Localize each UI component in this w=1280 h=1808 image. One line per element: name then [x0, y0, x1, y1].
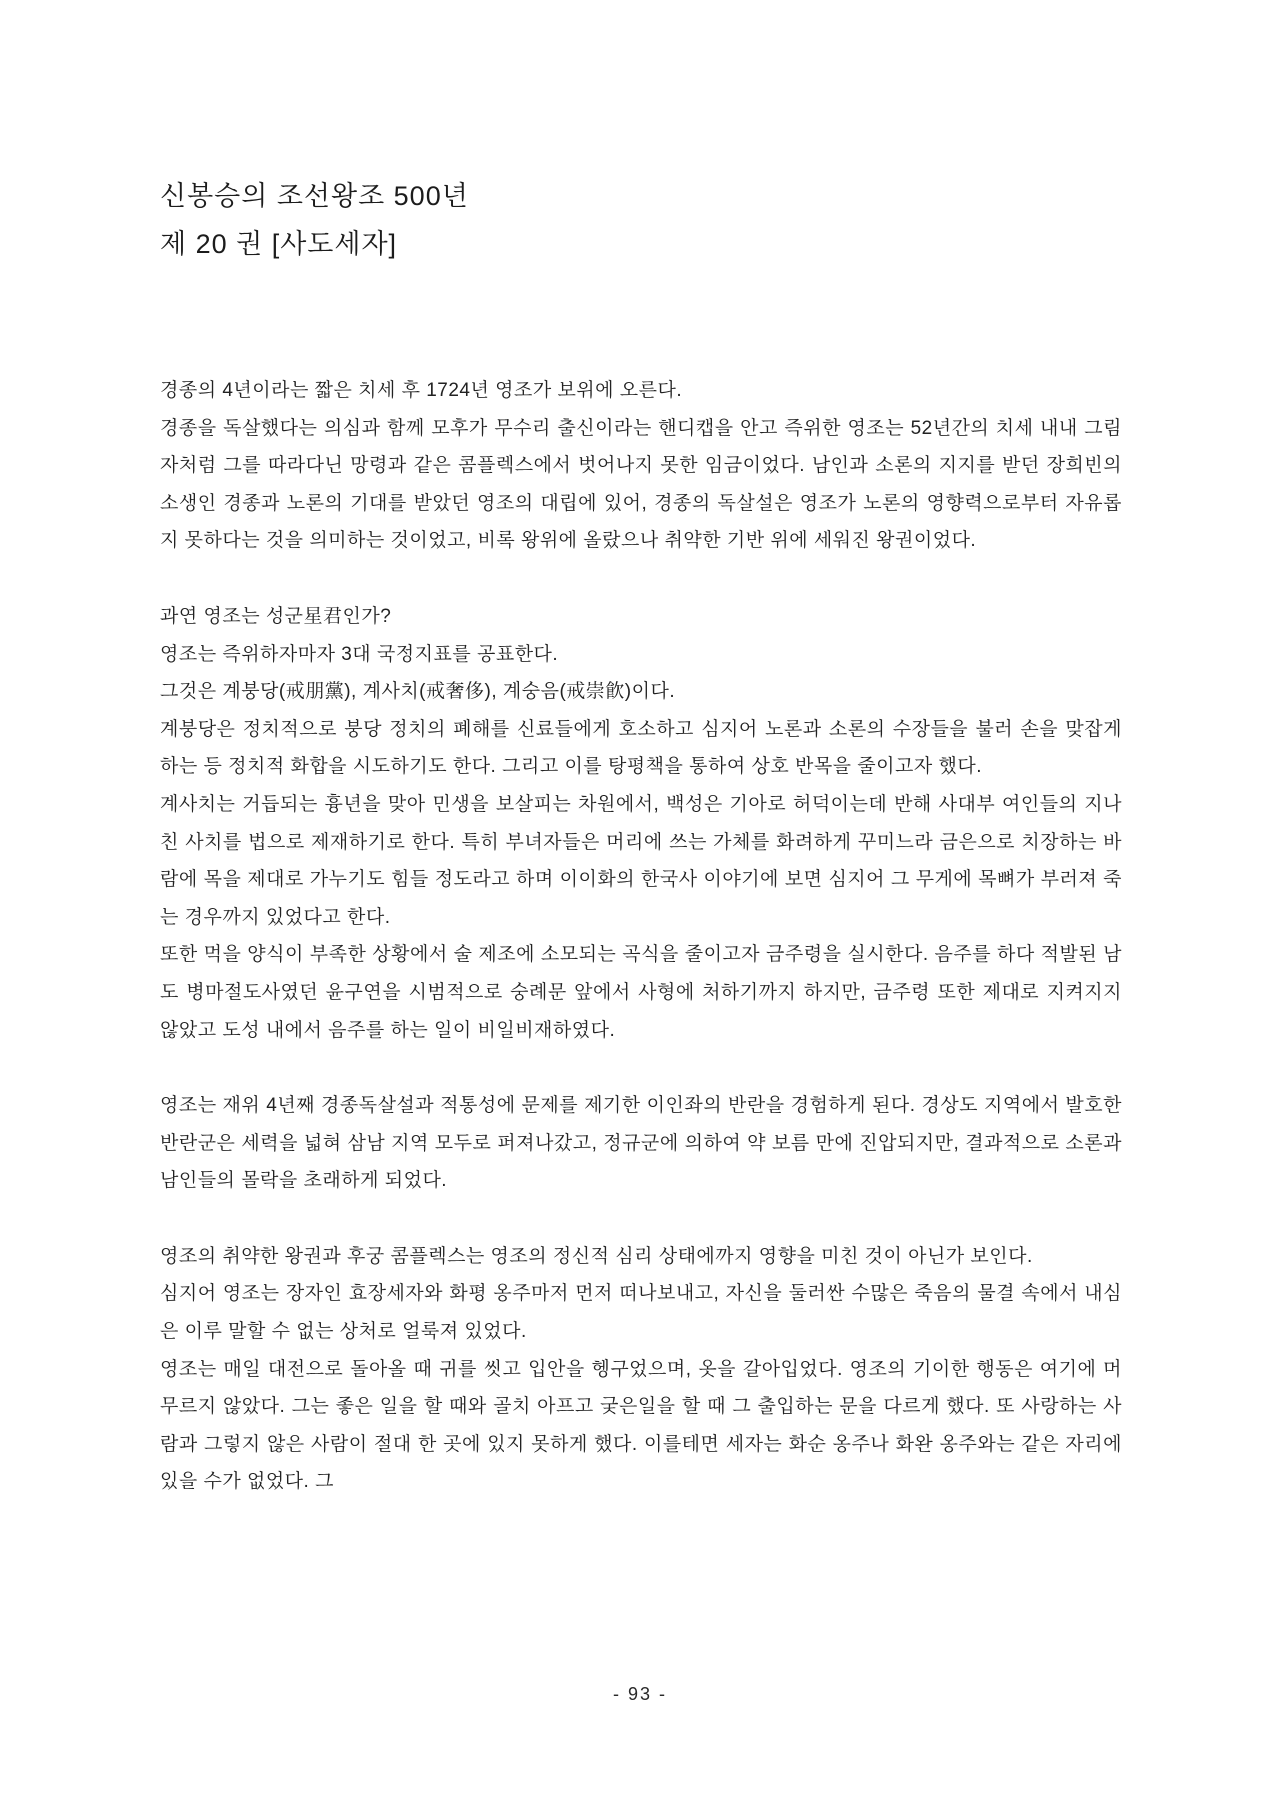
paragraph: 또한 먹을 양식이 부족한 상황에서 술 제조에 소모되는 곡식을 줄이고자 금주령을 실시한다. 음주를 하다 적발된 남도 병마절도사였던 윤구연을 시범적으로 숭례문 앞에서 사형에 처하기까지 하지만, 금주령 또한 제대로 지켜지지 않았고 도성 내에서 음주를 하는 일이 비일비재하였다.	[160, 944, 1122, 1041]
paragraph: 심지어 영조는 장자인 효장세자와 화평 옹주마저 먼저 떠나보내고, 자신을 둘러싼 수많은 죽음의 물결 속에서 내심은 이루 말할 수 없는 상처로 얼룩져 있었다.	[160, 1283, 1122, 1343]
paragraph: 계사치는 거듭되는 흉년을 맞아 민생을 보살피는 차원에서, 백성은 기아로 허덕이는데 반해 사대부 여인들의 지나친 사치를 법으로 제재하기로 한다. 특히 부녀자들은 머리에 쓰는 가체를 화려하게 꾸미느라 금은으로 치장하는 바람에 목을 제대로 가누기도 힘들 정도라고 하며 이이화의 한국사 이야기에 보면 심지어 그 무게에 목뼈가 부러져 죽는 경우까지 있었다고 한다.	[160, 793, 1122, 928]
paragraph: 계붕당은 정치적으로 붕당 정치의 폐해를 신료들에게 호소하고 심지어 노론과 소론의 수장들을 불러 손을 맞잡게 하는 등 정치적 화합을 시도하기도 한다. 그리고 이를 탕평책을 통하여 상호 반목을 줄이고자 했다.	[160, 718, 1122, 778]
paragraph: 그것은 계붕당(戒朋黨), 계사치(戒奢侈), 계숭음(戒崇飮)이다.	[160, 681, 676, 703]
page-number: - 93 -	[612, 1684, 667, 1704]
title-line-1: 신봉승의 조선왕조 500년	[160, 181, 469, 211]
paragraph: 영조는 매일 대전으로 돌아올 때 귀를 씻고 입안을 헹구었으며, 옷을 갈아입었다. 영조의 기이한 행동은 여기에 머무르지 않았다. 그는 좋은 일을 할 때와 골치 아프고 궂은일을 할 때 그 출입하는 문을 다르게 했다. 또 사랑하는 사람과 그렇지 않은 사람이 절대 한 곳에 있지 못하게 했다. 이를테면 세자는 화순 옹주나 화완 옹주와는 같은 자리에 있을 수가 없었다. 그	[160, 1358, 1122, 1493]
paragraph: 과연 영조는 성군星君인가?	[160, 605, 392, 627]
paragraph: 경종을 독살했다는 의심과 함께 모후가 무수리 출신이라는 핸디캡을 안고 즉위한 영조는 52년간의 치세 내내 그림자처럼 그를 따라다닌 망령과 같은 콤플렉스에서 벗어나지 못한 임금이었다. 남인과 소론의 지지를 받던 장희빈의 소생인 경종과 노론의 기대를 받았던 영조의 대립에 있어, 경종의 독살설은 영조가 노론의 영향력으로부터 자유롭지 못하다는 것을 의미하는 것이었고, 비록 왕위에 올랐으나 취약한 기반 위에 세워진 왕권이었다.	[160, 417, 1122, 552]
document-body	[160, 372, 1122, 1501]
document-title	[160, 172, 1122, 268]
paragraph: 경종의 4년이라는 짧은 치세 후 1724년 영조가 보위에 오른다.	[160, 380, 683, 401]
paragraph: 영조의 취약한 왕권과 후궁 콤플렉스는 영조의 정신적 심리 상태에까지 영향을 미친 것이 아닌가 보인다.	[160, 1245, 1033, 1267]
paragraph: 영조는 재위 4년째 경종독살설과 적통성에 문제를 제기한 이인좌의 반란을 경험하게 된다. 경상도 지역에서 발호한 반란군은 세력을 넓혀 삼남 지역 모두로 퍼져나갔고, 정규군에 의하여 약 보름 만에 진압되지만, 결과적으로 소론과 남인들의 몰락을 초래하게 되었다.	[160, 1095, 1122, 1192]
title-line-2: 제 20 권 [사도세자]	[160, 229, 398, 259]
paragraph: 영조는 즉위하자마자 3대 국정지표를 공표한다.	[160, 643, 559, 665]
